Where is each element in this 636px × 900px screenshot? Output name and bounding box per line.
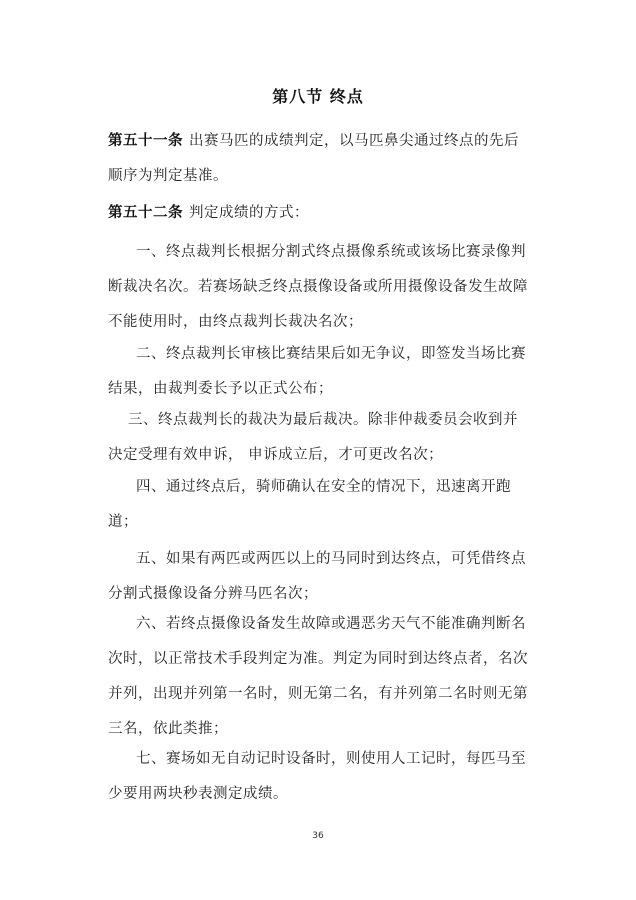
- article-51-head: 第五十一条: [108, 133, 183, 149]
- page-number: 36: [312, 831, 324, 841]
- article-52-head: 第五十二条: [108, 205, 183, 221]
- article-51: [108, 124, 528, 194]
- list-item-2: 二、终点裁判长审核比赛结果后如无争议，即签发当场比赛结果，由裁判委长予以正式公布；: [108, 346, 526, 397]
- list-item-3: 三、终点裁判长的裁决为最后裁决。除非仲裁委员会收到并决定受理有效申诉， 申诉成立后，才可更改名次；: [108, 412, 518, 463]
- list-item-6: 六、若终点摄像设备发生故障或遇恶劣天气不能准确判断名次时，以正常技术手段判定为准。判定为同时到达终点者，名次并列，出现并列第一名时，则无第二名，有并列第二名时则无第三名，依此类推；: [108, 616, 528, 737]
- list-item-1: 一、终点裁判长根据分割式终点摄像系统或该场比赛录像判断裁决名次。若赛场缺乏终点摄像设备或所用摄像设备发生故障不能使用时，由终点裁判长裁决名次；: [108, 244, 528, 330]
- list-item-5: 五、如果有两匹或两匹以上的马同时到达终点，可凭借终点分割式摄像设备分辨马匹名次；: [108, 551, 526, 602]
- article-52: [108, 196, 528, 231]
- list-item-4: 四、通过终点后，骑师确认在安全的情况下，迅速离开跑道；: [108, 479, 511, 530]
- list-item-7: 七、赛场如无自动记时设备时，则使用人工记时，每匹马至少要用两块秒表测定成绩。: [108, 751, 526, 802]
- article-52-text: 判定成绩的方式：: [189, 205, 309, 221]
- article-51-text: 出赛马匹的成绩判定，以马匹鼻尖通过终点的先后顺序为判定基准。: [108, 133, 519, 184]
- section-title: 第八节 终点: [272, 87, 364, 106]
